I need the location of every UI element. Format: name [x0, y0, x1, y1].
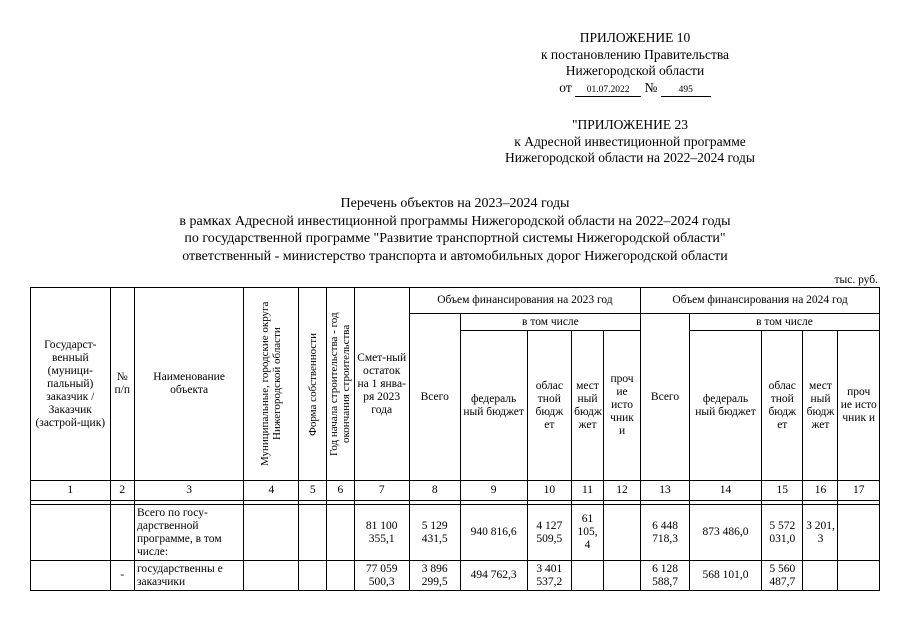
cell-name: Всего по госу-дарственной программе, в том числе:: [134, 505, 243, 561]
cell-regional-2024: 5 572 031,0: [762, 505, 803, 561]
col-number: 15: [762, 481, 803, 501]
col-number: 16: [803, 481, 838, 501]
header-estimate: Смет-ный остаток на 1 янва-ря 2023 года: [354, 288, 409, 481]
header-municipality: [244, 288, 299, 481]
appendix-23-title: "ПРИЛОЖЕНИЕ 23: [571, 117, 689, 132]
col-number: 9: [460, 481, 527, 501]
col-number: 14: [689, 481, 761, 501]
col-number: 1: [31, 481, 111, 501]
col-number: 5: [299, 481, 327, 501]
title-line-4: ответственный - министерство транспорта и автомобильных дорог Нижегородской области: [182, 248, 728, 264]
cell-regional-2023: 4 127 509,5: [527, 505, 572, 561]
cell-total-2023: 5 129 431,5: [409, 505, 460, 561]
title-line-3: по государственной программе "Развитие транспортной системы Нижегородской области": [184, 231, 726, 246]
col-number: 11: [572, 481, 604, 501]
cell-other-2024: [838, 561, 880, 591]
cell-federal-2023: 940 816,6: [460, 505, 527, 561]
decree-number: 495: [661, 85, 711, 97]
col-number: 10: [527, 481, 572, 501]
header-total-2024: Всего: [641, 314, 690, 481]
col-number: 8: [409, 481, 460, 501]
cell-customer: [31, 561, 111, 591]
header-including-2024: в том числе: [689, 314, 879, 331]
header-total-2023: Всего: [409, 314, 460, 481]
appendix-10-line3: Нижегородской области: [565, 63, 705, 78]
cell-estimate: 77 059 500,3: [354, 561, 409, 591]
decree-date: 01.07.2022: [575, 85, 641, 97]
header-num: № п/п: [110, 288, 134, 481]
col-number: 13: [641, 481, 690, 501]
from-label: от: [559, 79, 572, 95]
title-line-2: в рамках Адресной инвестиционной программы Нижегородской области на 2022–2024 годы: [179, 213, 731, 229]
appendix-10-line2: к постановлению Правительства: [540, 46, 730, 62]
appendix-10-block: [470, 30, 800, 97]
number-sign: №: [644, 79, 658, 95]
appendix-23-line2: к Адресной инвестиционной программе: [514, 133, 746, 149]
header-including-2023: в том числе: [460, 314, 640, 331]
cell-other-2023: [603, 561, 640, 591]
header-years-text: Год начала строительства - год окончания строительства: [328, 312, 353, 456]
cell-federal-2024: 568 101,0: [689, 561, 761, 591]
document-title: [40, 195, 870, 265]
cell-customer: [31, 505, 111, 561]
header-local-2024: мест ный бюдж жет: [803, 331, 838, 481]
cell-name: государственны е заказчики: [134, 561, 243, 591]
cell-local-2023: 61 105, 4: [572, 505, 604, 561]
col-number: 6: [327, 481, 355, 501]
cell-num: [110, 505, 134, 561]
col-number: 7: [354, 481, 409, 501]
header-fin-2023: Объем финансирования на 2023 год: [409, 288, 640, 314]
cell-num: -: [110, 561, 134, 591]
cell-local-2024: [803, 561, 838, 591]
appendix-10-date-row: [470, 80, 800, 97]
objects-table: [30, 287, 880, 591]
cell-years: [327, 505, 355, 561]
cell-other-2023: [603, 505, 640, 561]
header-fin-2024: Объем финансирования на 2024 год: [641, 288, 880, 314]
cell-federal-2024: 873 486,0: [689, 505, 761, 561]
cell-regional-2024: 5 560 487,7: [762, 561, 803, 591]
cell-local-2023: [572, 561, 604, 591]
header-ownership: [299, 288, 327, 481]
cell-regional-2023: 3 401 537,2: [527, 561, 572, 591]
cell-years: [327, 561, 355, 591]
cell-total-2024: 6 448 718,3: [641, 505, 690, 561]
column-numbers-row: [31, 481, 880, 501]
col-number: 17: [838, 481, 880, 501]
header-other-2024: проч ие исто чник и: [838, 331, 880, 481]
header-customer: Государст-венный (муници-пальный) заказчик / Заказчик (застрой-щик): [31, 288, 111, 481]
header-other-2023: проч ие исто чник и: [603, 331, 640, 481]
cell-municipality: [244, 505, 299, 561]
cell-local-2024: 3 201, 3: [803, 505, 838, 561]
cell-ownership: [299, 561, 327, 591]
col-number: 4: [244, 481, 299, 501]
col-number: 3: [134, 481, 243, 501]
col-number: 12: [603, 481, 640, 501]
appendix-10-title: ПРИЛОЖЕНИЕ 10: [579, 30, 691, 45]
header-local-2023: мест ный бюдж жет: [572, 331, 604, 481]
table-row: [31, 505, 880, 561]
cell-total-2023: 3 896 299,5: [409, 561, 460, 591]
cell-total-2024: 6 128 588,7: [641, 561, 690, 591]
col-number: 2: [110, 481, 134, 501]
header-regional-2024: облас тной бюдж ет: [762, 331, 803, 481]
units-label: тыс. руб.: [834, 274, 878, 286]
header-federal-2023: федераль ный бюджет: [460, 331, 527, 481]
appendix-23-line3: Нижегородской области на 2022–2024 годы: [505, 150, 755, 165]
cell-other-2024: [838, 505, 880, 561]
header-regional-2023: облас тной бюдж ет: [527, 331, 572, 481]
header-years: [327, 288, 355, 481]
header-name: Наименование объекта: [134, 288, 243, 481]
cell-estimate: 81 100 355,1: [354, 505, 409, 561]
appendix-23-block: [445, 117, 815, 167]
table-row: [31, 561, 880, 591]
title-line-1: Перечень объектов на 2023–2024 годы: [340, 196, 570, 211]
header-federal-2024: федераль ный бюджет: [689, 331, 761, 481]
header-municipality-text: Муниципальные, городские округа Нижегородской области: [259, 301, 284, 467]
header-ownership-text: Форма собственности: [306, 332, 319, 436]
cell-ownership: [299, 505, 327, 561]
cell-municipality: [244, 561, 299, 591]
cell-federal-2023: 494 762,3: [460, 561, 527, 591]
